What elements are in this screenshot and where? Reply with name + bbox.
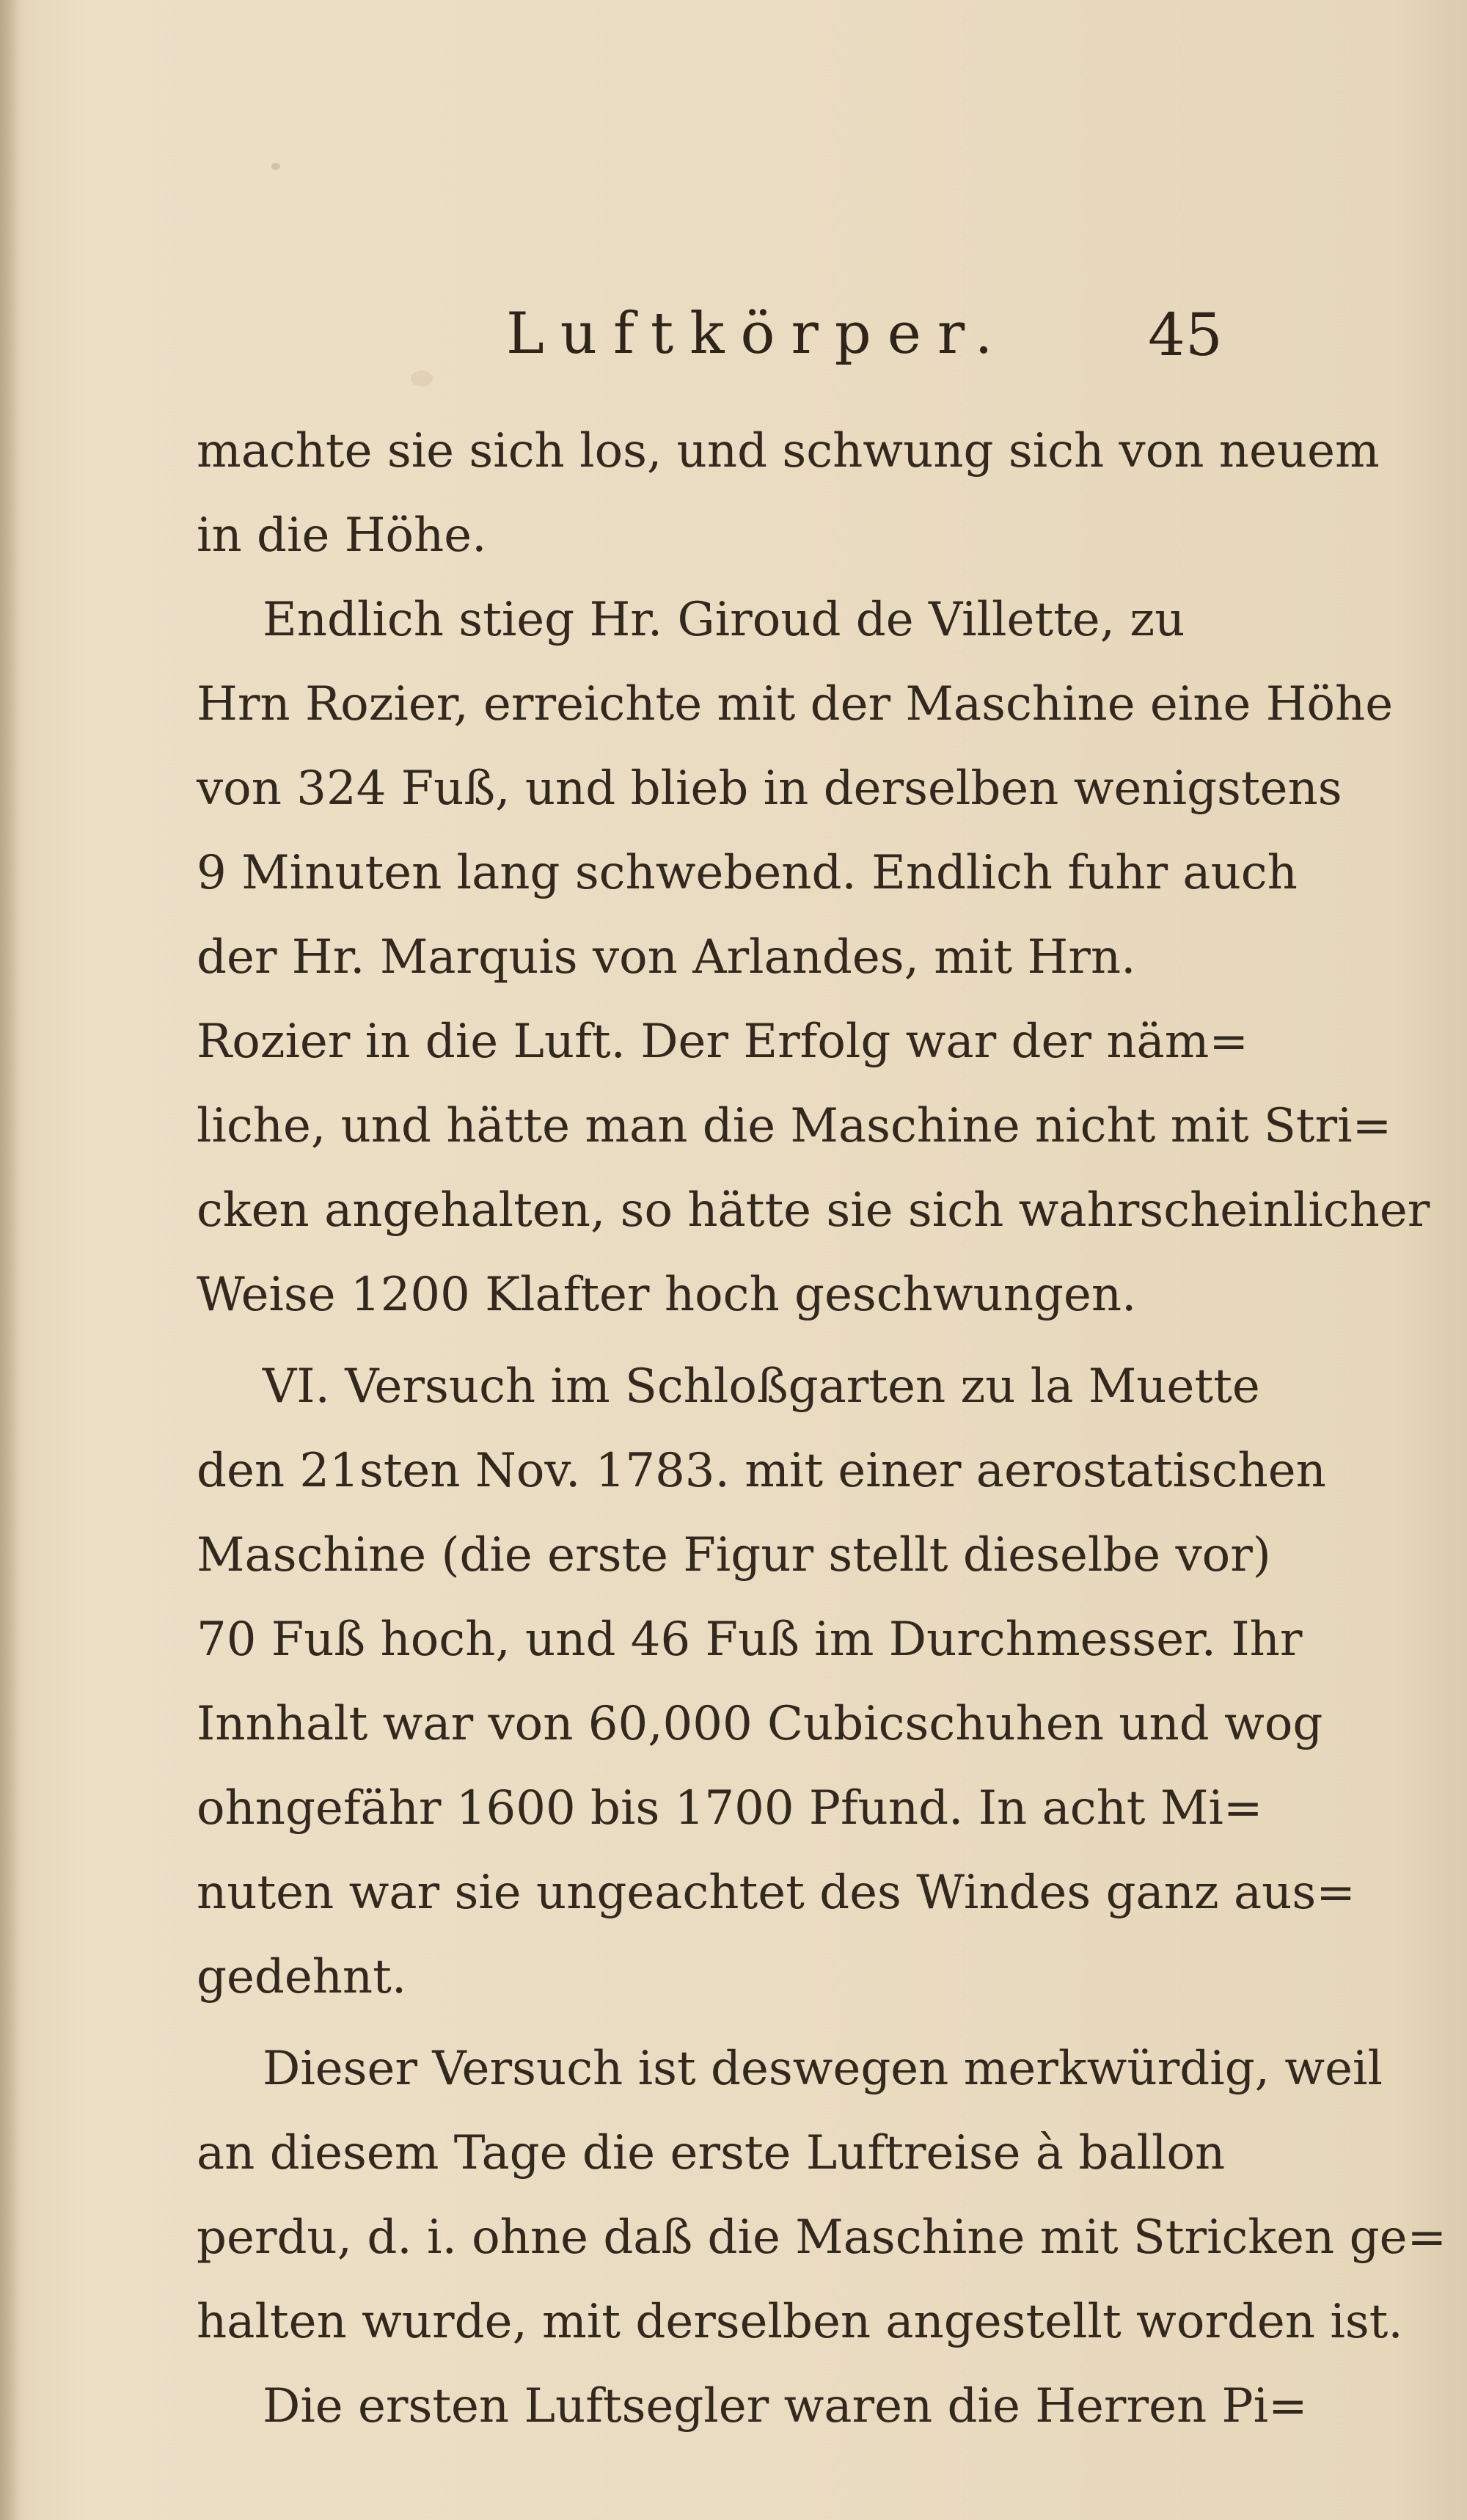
text-line: Weise 1200 Klafter hoch geschwungen. (197, 1268, 1137, 1322)
section-heading-line: VI. Versuch im Schloßgarten zu la Muette (263, 1359, 1260, 1414)
text-line: machte sie sich los, und schwung sich von neuem (197, 424, 1380, 478)
text-line: Hrn Rozier, erreichte mit der Maschine eine Höhe (197, 677, 1394, 731)
text-line: halten wurde, mit derselben angestellt worden ist. (197, 2295, 1403, 2349)
paragraph-start-line: Endlich stieg Hr. Giroud de Villette, zu (263, 593, 1185, 647)
text-line: cken angehalten, so hätte sie sich wahrscheinlicher (197, 1183, 1430, 1238)
text-line: von 324 Fuß, und blieb in derselben wenigstens (197, 762, 1342, 816)
page-number: 45 (1148, 301, 1223, 369)
text-line: Innhalt war von 60,000 Cubicschuhen und wog (197, 1697, 1323, 1751)
text-line: an diesem Tage die erste Luftreise à ballon (197, 2126, 1226, 2180)
paragraph-start-line: Die ersten Luftsegler waren die Herren Pi= (263, 2379, 1308, 2433)
text-line: Maschine (die erste Figur stellt dieselbe vor) (197, 1528, 1271, 1582)
text-line: nuten war sie ungeachtet des Windes ganz aus= (197, 1866, 1356, 1920)
text-line: liche, und hätte man die Maschine nicht mit Stri= (197, 1099, 1392, 1153)
body-text (197, 409, 1447, 2449)
page-header (0, 293, 1467, 381)
text-line: 9 Minuten lang schwebend. Endlich fuhr auch (197, 846, 1298, 900)
paragraph-start-line: Dieser Versuch ist deswegen merkwürdig, weil (263, 2042, 1383, 2096)
text-line: ohngefähr 1600 bis 1700 Pfund. In acht Mi= (197, 1781, 1263, 1836)
text-line: perdu, d. i. ohne daß die Maschine mit Stricken ge= (197, 2210, 1447, 2265)
text-line: Rozier in die Luft. Der Erfolg war der näm= (197, 1015, 1248, 1069)
text-line: gedehnt. (197, 1950, 407, 2004)
text-line: in die Höhe. (197, 508, 487, 563)
running-title: Luftkörper. (506, 301, 1009, 367)
text-line: den 21sten Nov. 1783. mit einer aerostatischen (197, 1444, 1326, 1498)
text-line: 70 Fuß hoch, und 46 Fuß im Durchmesser. Ihr (197, 1613, 1303, 1667)
ink-speck (271, 163, 280, 170)
text-line: der Hr. Marquis von Arlandes, mit Hrn. (197, 930, 1136, 985)
